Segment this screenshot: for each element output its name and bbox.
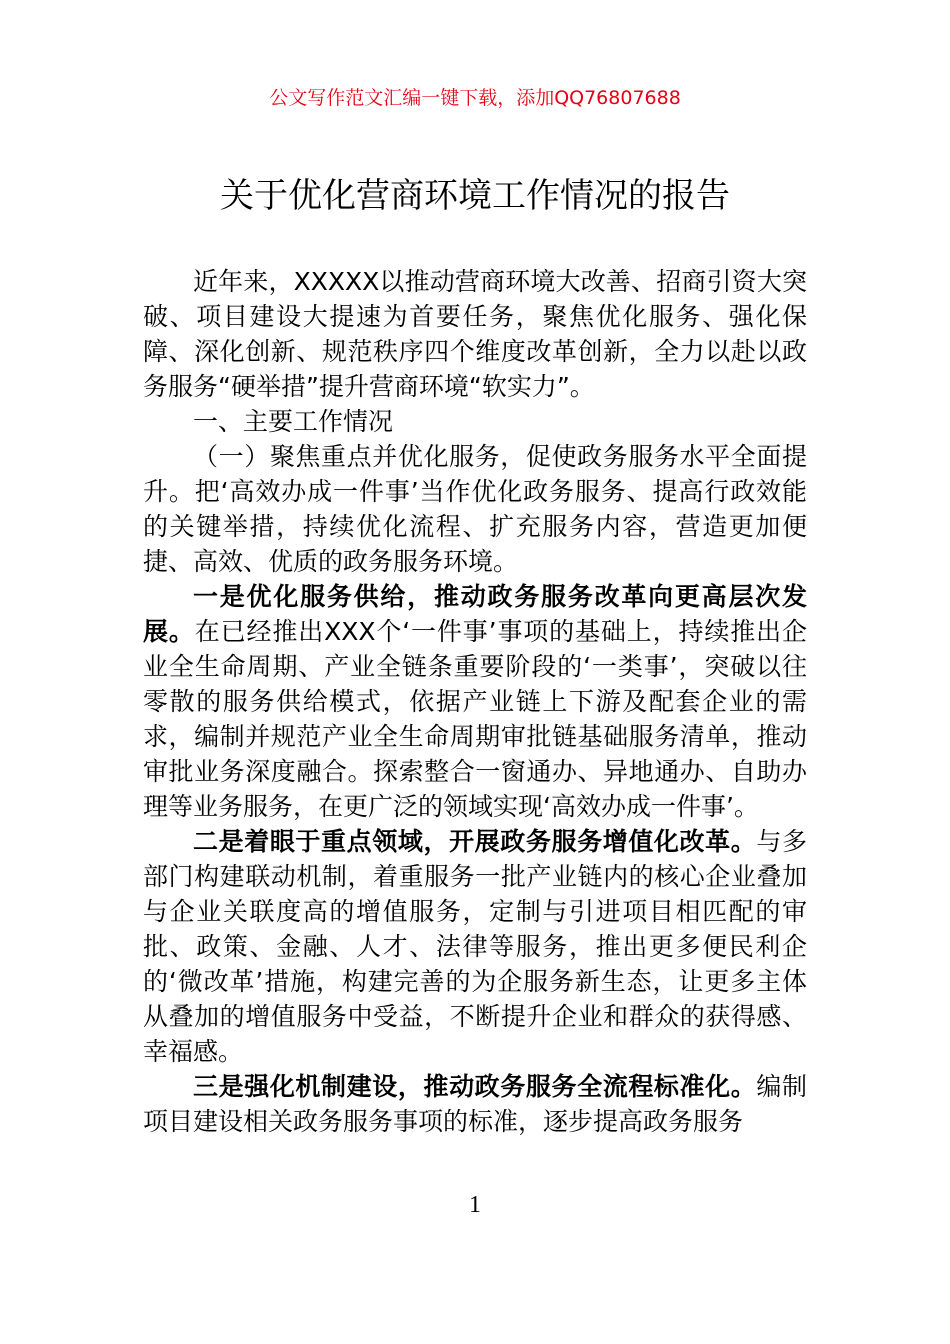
intro-paragraph: 近年来，XXXXX以推动营商环境大改善、招商引资大突破、项目建设大提速为首要任务，聚焦优化服务、强化保障、深化创新、规范秩序四个维度改革创新，全力以赴以政务服务“硬举措”提升营商环境“软实力”。 [143,267,807,401]
point-one-lead: 一是优化服务供给，推动政务服务改革向更高层次发展。 [143,582,807,646]
subsection-paragraph: （一）聚焦重点并优化服务，促使政务服务水平全面提升。把‘高效办成一件事’当作优化政务服务、提高行政效能的关键举措，持续优化流程、扩充服务内容，营造更加便捷、高效、优质的政务服务环境。 [143,442,807,576]
document-title: 关于优化营商环境工作情况的报告 [220,176,730,216]
section-heading: 一、主要工作情况 [193,407,394,436]
page-number: 1 [469,1192,481,1218]
document-body [143,264,807,1139]
download-notice: 公文写作范文汇编一键下载，添加QQ76807688 [269,87,681,109]
point-two-paragraph [143,824,807,1069]
point-two-text: 与多部门构建联动机制，着重服务一批产业链内的核心企业叠加与企业关联度高的增值服务，定制与引进项目相匹配的审批、政策、金融、人才、法律等服务，推出更多便民利企的‘微改革’措施，构建完善的为企服务新生态，让更多主体从叠加的增值服务中受益，不断提升企业和群众的获得感、幸福感。 [143,827,807,1066]
point-three-lead: 三是强化机制建设，推动政务服务全流程标准化。 [193,1072,757,1101]
point-three-paragraph [143,1069,807,1139]
point-three-text: 编制项目建设相关政务服务事项的标准，逐步提高政务服务 [143,1072,807,1136]
point-one-text: 在已经推出XXX个‘一件事’事项的基础上，持续推出企业全生命周期、产业全链条重要阶段的‘一类事’，突破以往零散的服务供给模式，依据产业链上下游及配套企业的需求，编制并规范产业全生命周期审批链基础服务清单，推动审批业务深度融合。探索整合一窗通办、异地通办、自助办理等业务服务，在更广泛的领域实现‘高效办成一件事’。 [143,617,807,821]
point-one-paragraph [143,579,807,824]
point-two-lead: 二是着眼于重点领域，开展政务服务增值化改革。 [193,827,757,856]
